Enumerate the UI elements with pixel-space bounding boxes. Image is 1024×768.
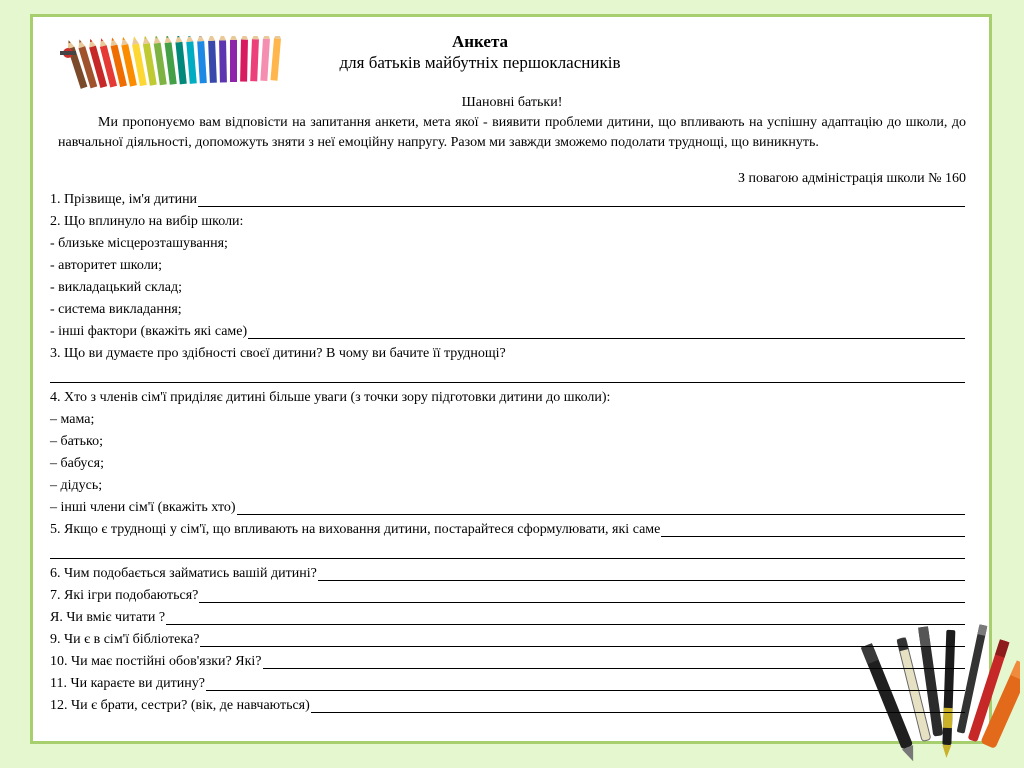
question-label: 11. Чи караєте ви дитину?: [50, 676, 205, 691]
pencil: [219, 36, 227, 82]
question-line: [50, 433, 965, 455]
question-line: [50, 257, 965, 279]
question-line: [50, 301, 965, 323]
question-line: [50, 631, 965, 653]
question-label: – дідусь;: [50, 478, 103, 493]
pencil: [240, 36, 248, 82]
question-line: [50, 213, 965, 235]
answer-blank-line[interactable]: [200, 631, 965, 647]
question-label: Я. Чи вміє читати ?: [50, 610, 166, 625]
question-line: [50, 499, 965, 521]
question-label: – бабуся;: [50, 456, 104, 471]
question-line: [50, 191, 965, 213]
question-line: [50, 345, 965, 367]
question-line: [50, 675, 965, 697]
answer-blank-line[interactable]: [661, 521, 965, 537]
answer-blank-line[interactable]: [166, 609, 965, 625]
answer-blank-line[interactable]: [199, 587, 965, 603]
question-label: - авторитет школи;: [50, 258, 163, 273]
question-label: 2. Що вплинуло на вибір школи:: [50, 214, 244, 229]
question-label: - близьке місцерозташування;: [50, 236, 228, 251]
question-line: [50, 521, 965, 543]
answer-blank-line[interactable]: [248, 323, 965, 339]
question-label: - викладацький склад;: [50, 280, 182, 295]
answer-blank-line[interactable]: [318, 565, 965, 581]
question-line: [50, 389, 965, 411]
pencil: [260, 36, 270, 81]
question-line: [50, 609, 965, 631]
question-label: – інші члени сім'ї (вкажіть хто): [50, 500, 236, 515]
question-line: [50, 587, 965, 609]
question-label: 5. Якщо є труднощі у сім'ї, що впливають на виховання дитини, постарайтеся сформулювати, які саме: [50, 522, 661, 537]
pencil: [175, 36, 187, 84]
title-main: Анкета: [451, 32, 509, 51]
question-line: [50, 279, 965, 301]
pencil: [270, 36, 281, 81]
answer-blank-line[interactable]: [263, 653, 966, 669]
question-label: 3. Що ви думаєте про здібності своєї дитини? В чому ви бачите її труднощі?: [50, 346, 506, 361]
question-label: – батько;: [50, 434, 103, 449]
signature: З повагою адміністрація школи № 160: [737, 171, 966, 186]
question-label: 1. Прізвище, ім'я дитини: [50, 192, 198, 207]
pencil: [230, 36, 237, 82]
question-line: [50, 565, 965, 587]
question-label: 7. Які ігри подобаються?: [50, 588, 199, 603]
pencil: [208, 36, 217, 83]
question-label: 6. Чим подобається займатись вашій дитині?: [50, 566, 317, 581]
answer-blank-line[interactable]: [50, 543, 965, 559]
intro-paragraph: Ми пропонуємо вам відповісти на запитання анкети, мета якої - виявити проблеми дитини, що впливають на успішну адаптацію до школи, до навчальної діяльності, допоможуть зняти з неї емоційну напругу. Разом ми завжди зможемо подолати труднощі, що виникнуть.: [58, 115, 966, 150]
question-label: 10. Чи має постійні обов'язки? Які?: [50, 654, 262, 669]
greeting: Шановні батьки!: [461, 95, 563, 110]
question-label: - система викладання;: [50, 302, 182, 317]
question-line: [50, 367, 965, 389]
colored-pencils-illustration: [56, 36, 286, 94]
question-line: [50, 235, 965, 257]
answer-blank-line[interactable]: [198, 191, 965, 207]
question-label: 12. Чи є брати, сестри? (вік, де навчаються): [50, 698, 310, 713]
title-subtitle: для батьків майбутніх першокласників: [339, 53, 621, 72]
answer-blank-line[interactable]: [311, 697, 965, 713]
question-line: [50, 697, 965, 719]
question-line: [50, 411, 965, 433]
answer-blank-line[interactable]: [206, 675, 965, 691]
pencil: [250, 36, 259, 81]
question-line: [50, 323, 965, 345]
answer-blank-line[interactable]: [237, 499, 965, 515]
question-line: [50, 653, 965, 675]
page-title: [300, 32, 660, 74]
question-line: [50, 543, 965, 565]
pencil: [186, 36, 197, 84]
question-label: – мама;: [50, 412, 95, 427]
question-label: 9. Чи є в сім'ї бібліотека?: [50, 632, 200, 647]
question-label: - інші фактори (вкажіть які саме): [50, 324, 248, 339]
question-line: [50, 477, 965, 499]
question-line: [50, 455, 965, 477]
pencil: [197, 36, 207, 83]
answer-blank-line[interactable]: [50, 367, 965, 383]
question-label: 4. Хто з членів сім'ї приділяє дитині більше уваги (з точки зору підготовки дитини до школи):: [50, 390, 611, 405]
